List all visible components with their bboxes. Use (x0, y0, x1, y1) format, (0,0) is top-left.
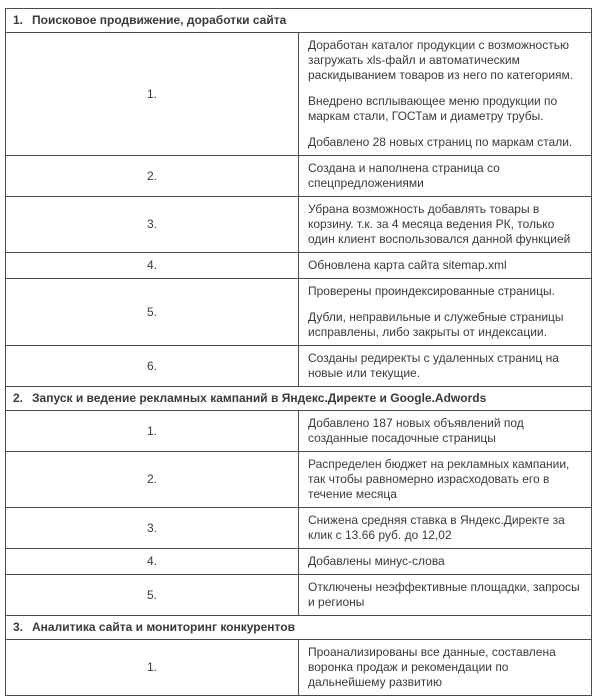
table-row (6, 253, 592, 279)
row-paragraph: Добавлено 187 новых объявлений под созданные посадочные страницы (308, 416, 524, 445)
row-content (299, 640, 592, 696)
row-paragraph: Снижена средняя ставка в Яндекс.Директе за клик с 13.66 руб. до 12,02 (308, 513, 565, 542)
table-row (6, 549, 592, 575)
table-row (6, 279, 592, 346)
row-content (299, 197, 592, 253)
row-number: 4. (6, 253, 299, 279)
section-title: Запуск и ведение рекламных кампаний в Яндекс.Директе и Google.Adwords (32, 391, 487, 405)
table-row (6, 452, 592, 508)
row-paragraph: Добавлено 28 новых страниц по маркам стали. (308, 135, 573, 149)
row-paragraph: Внедрено всплывающее меню продукции по маркам стали, ГОСТам и диаметру трубы. (308, 94, 558, 123)
row-number: 1. (6, 411, 299, 452)
table-row (6, 156, 592, 197)
row-number: 2. (6, 452, 299, 508)
table-row (6, 197, 592, 253)
table-row (6, 411, 592, 452)
row-paragraph: Добавлены минус-слова (308, 554, 445, 568)
row-content (299, 253, 592, 279)
row-content (299, 452, 592, 508)
section-header-row (6, 9, 592, 33)
row-number: 1. (6, 33, 299, 156)
row-number: 5. (6, 575, 299, 616)
table-row (6, 33, 592, 156)
row-number: 6. (6, 346, 299, 387)
section-header (6, 616, 592, 640)
row-paragraph: Дубли, неправильные и служебные страницы исправлены, либо закрыты от индексации. (308, 310, 564, 339)
table-row (6, 346, 592, 387)
row-paragraph: Убрана возможность добавлять товары в корзину. т.к. за 4 месяца ведения РК, только один клиент воспользовался данной функцией (308, 202, 571, 246)
row-number: 1. (6, 640, 299, 696)
row-paragraph: Создана и наполнена страница со спецпредложениями (308, 161, 500, 190)
row-number: 3. (6, 508, 299, 549)
row-paragraph: Обновлена карта сайта sitemap.xml (308, 258, 507, 272)
row-content (299, 33, 592, 156)
section-number: 2. (13, 391, 24, 405)
section-header-row (6, 387, 592, 411)
work-report-table (5, 8, 592, 696)
row-number: 3. (6, 197, 299, 253)
row-number: 5. (6, 279, 299, 346)
section-number: 1. (13, 13, 24, 27)
section-header (6, 387, 592, 411)
row-content (299, 575, 592, 616)
table-row (6, 640, 592, 696)
section-header-row (6, 616, 592, 640)
row-number: 2. (6, 156, 299, 197)
section-title: Аналитика сайта и мониторинг конкурентов (32, 620, 295, 634)
section-header (6, 9, 592, 33)
table-row (6, 575, 592, 616)
row-number: 4. (6, 549, 299, 575)
row-content (299, 508, 592, 549)
row-content (299, 156, 592, 197)
table-row (6, 508, 592, 549)
row-paragraph: Распределен бюджет на рекламных кампании, так чтобы равномерно израсходовать его в течение месяца (308, 457, 570, 501)
row-content (299, 549, 592, 575)
row-paragraph: Проверены проиндексированные страницы. (308, 284, 555, 298)
row-paragraph: Доработан каталог продукции с возможностью загружать xls-файл и автоматическим раскидыванием товаров из него по категориям. (308, 38, 574, 82)
section-number: 3. (13, 620, 24, 634)
row-content (299, 411, 592, 452)
row-paragraph: Отключены неэффективные площадки, запросы и регионы (308, 580, 580, 609)
row-paragraph: Созданы редиректы с удаленных страниц на новые или текущие. (308, 351, 559, 380)
section-title: Поисковое продвижение, доработки сайта (32, 13, 287, 27)
row-content (299, 279, 592, 346)
row-paragraph: Проанализированы все данные, составлена воронка продаж и рекомендации по дальнейшему развитию (308, 645, 556, 689)
row-content (299, 346, 592, 387)
